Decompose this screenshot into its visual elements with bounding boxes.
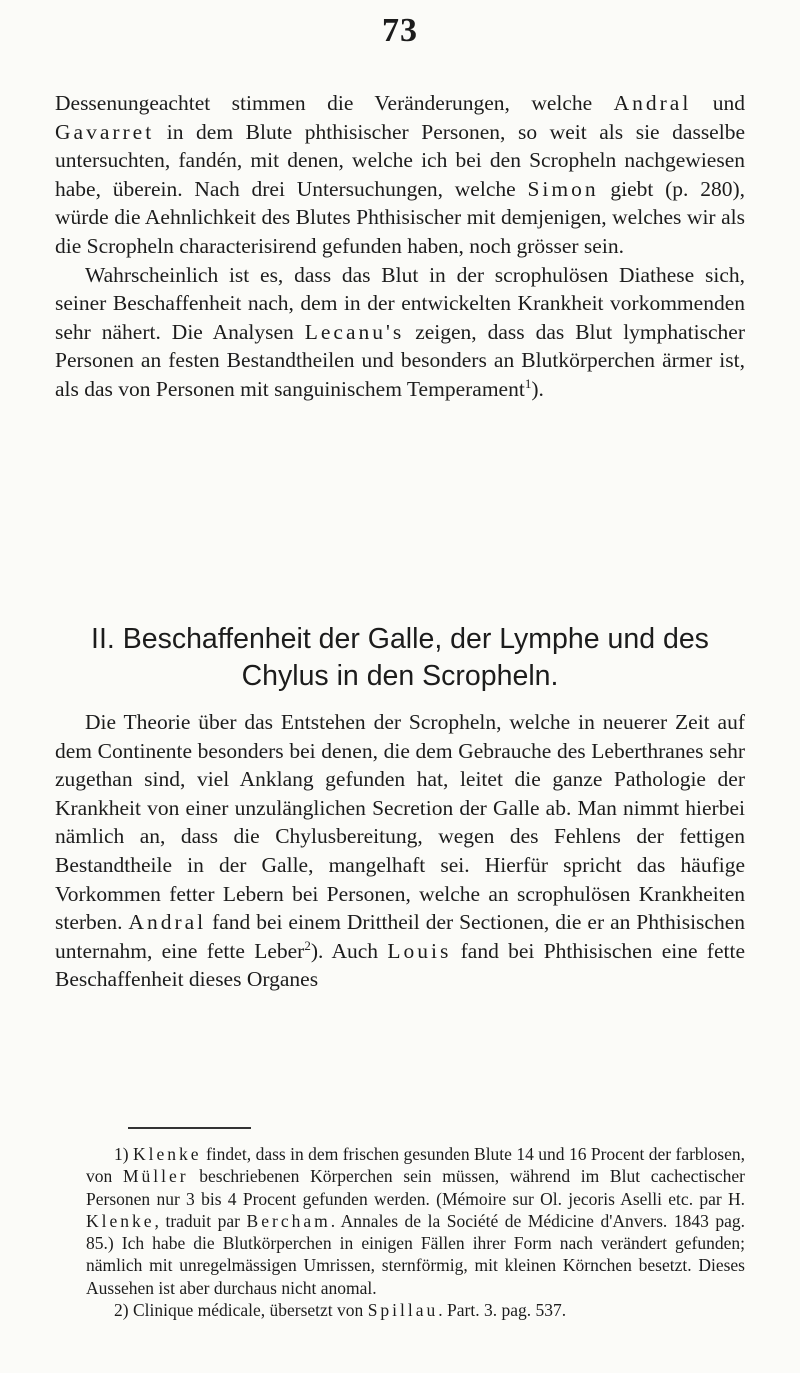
author-name: Gavarret	[55, 119, 155, 144]
paragraph	[55, 261, 745, 404]
footnote-1	[86, 1143, 745, 1299]
author-name: Andral	[613, 91, 692, 115]
footnotes	[86, 1143, 745, 1321]
author-name: Klenke	[133, 1144, 202, 1164]
author-name: Spillau	[367, 1300, 439, 1321]
text-run: Dessenungeachtet stimmen die Veränderungen, welche	[55, 91, 614, 115]
paragraph	[55, 708, 745, 994]
text-run: fand bei Phthisischen eine fette Beschaffenheit dieses Organes	[55, 938, 745, 992]
text-run: in dem Blute phthisischer Personen, so weit als sie dasselbe untersuchten, fandén, mit denen, welche ich bei den Scropheln nachgewiesen habe, überein. Nach drei Untersuchungen, welche	[55, 119, 745, 201]
footnote-ref[interactable]: 1	[524, 375, 532, 391]
text-run: 1)	[114, 1144, 133, 1164]
text-block-bile	[55, 708, 745, 994]
text-run: 2) Clinique médicale, übersetzt von	[114, 1300, 368, 1321]
text-run: ). Auch	[310, 938, 388, 963]
text-run: beschriebenen Körperchen sein müssen, während im Blut cachectischer Personen nur 3 bis 4 Procent gefunden werden. (Mémoire sur Ol. jecoris Aselli etc. par H.	[86, 1166, 746, 1209]
section-heading	[40, 621, 760, 695]
text-run: zeigen, dass das Blut lymphatischer Personen an festen Bestandtheilen und besonders an Blutkörperchen ärmer ist, als das von Personen mit sanguinischem Temperament	[55, 319, 745, 401]
author-name: Louis	[387, 938, 452, 963]
author-name: Simon	[527, 176, 599, 201]
author-name: Andral	[128, 910, 207, 935]
text-run: findet, dass in dem frischen gesunden Blute 14 und 16 Procent der farblosen, von	[86, 1144, 746, 1187]
paragraph	[55, 89, 745, 261]
author-name: Lecanu's	[304, 319, 405, 344]
author-name: Klenke	[86, 1210, 155, 1231]
author-name: Müller	[122, 1166, 189, 1187]
text-run: Die Theorie über das Entstehen der Scropheln, welche in neuerer Zeit auf dem Continente besonders bei denen, die dem Gebrauche des Leberthranes sehr zugethan sind, viel Anklang gefunden hat, leitet die ganze Pathologie der Krankheit von einer unzulänglichen Secretion der Galle ab. Man nimmt hierbei nämlich an, dass die Chylusbereitung, wegen des Fehlens der fettigen Bestandtheile in der Galle, mangelhaft sei. Hierfür spricht das häufige Vorkommen fetter Lebern bei Personen, welche an scrophulösen Krankheiten sterben.	[55, 710, 745, 935]
footnote-divider	[128, 1127, 251, 1129]
page-number: 73	[382, 12, 418, 49]
text-run: Wahrscheinlich ist es, dass das Blut in der scrophulösen Diathese sich, seiner Beschaffenheit nach, dem in der entwickelten Krankheit vorkommenden sehr nähert. Die Analysen	[55, 262, 745, 344]
footnote-2	[86, 1299, 745, 1321]
text-run: . Annales de la Société de Médicine d'Anvers. 1843 pag. 85.) Ich habe die Blutkörperchen in einigen Fällen ihrer Form nach verändert gefunden; nämlich mit unregelmässigen Umrissen, sternförmig, mit kleinen Körnchen besetzt. Dieses Aussehen ist aber durchaus nicht anomal.	[86, 1210, 745, 1298]
author-name: Bercham	[246, 1210, 331, 1231]
heading-line: II. Beschaffenheit der Galle, der Lymphe und des	[91, 623, 709, 655]
text-run: , traduit par	[154, 1210, 247, 1231]
footnote-ref[interactable]: 2	[304, 937, 311, 953]
text-run: giebt (p. 280), würde die Aehnlichkeit des Blutes Phthisischer mit demjenigen, welches wir als die Scropheln characterisirend gefunden haben, noch grösser sein.	[55, 176, 745, 258]
text-run: ).	[531, 376, 544, 401]
text-run: fand bei einem Drittheil der Sectionen, die er an Phthisischen unternahm, eine fette Leber	[55, 910, 745, 963]
heading-line: Chylus in den Scropheln.	[241, 660, 559, 692]
text-run: . Part. 3. pag. 537.	[438, 1300, 567, 1321]
text-block-blood	[55, 89, 745, 404]
text-run: und	[691, 91, 745, 115]
